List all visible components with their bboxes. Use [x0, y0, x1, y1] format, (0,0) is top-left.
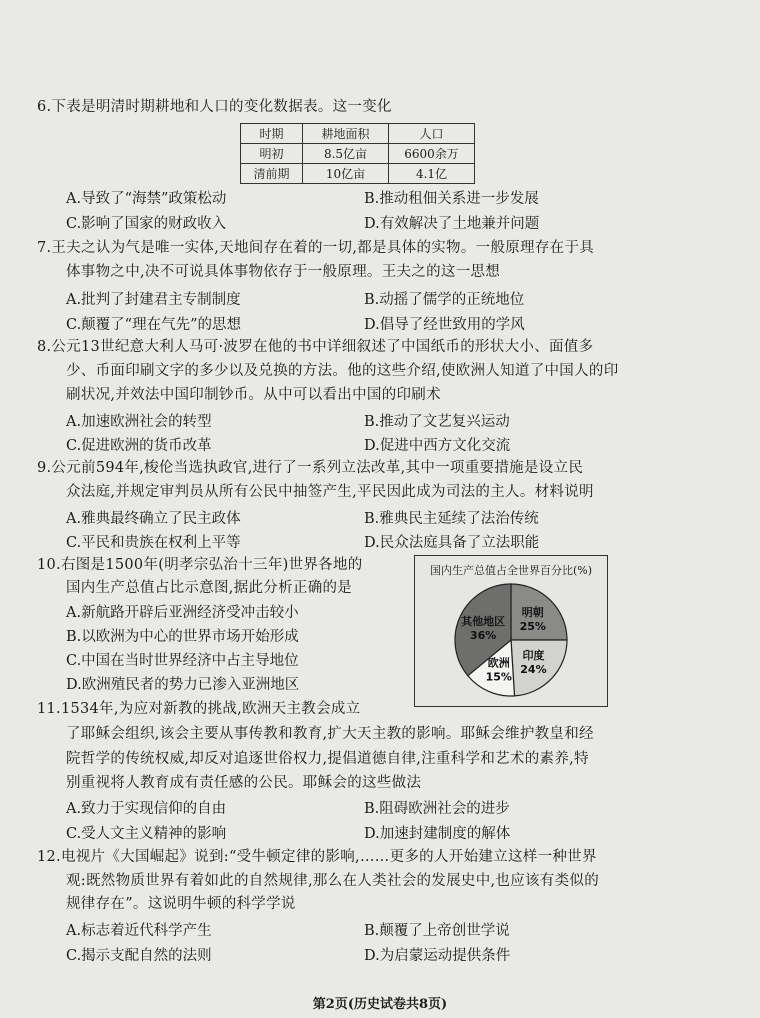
q7-option-a: A.批判了封建君主专制制度 [66, 292, 241, 308]
q11-option-d: D.加速封建制度的解体 [364, 826, 511, 842]
table-cell: 8.5亿亩 [303, 144, 389, 164]
table-cell: 清前期 [241, 164, 303, 184]
q9-line-1: 9.公元前594年,梭伦当选执政官,进行了一系列立法改革,其中一项重要措施是设立民 [37, 460, 584, 476]
q8-option-c: C.促进欧洲的货币改革 [66, 438, 212, 454]
table-row [241, 144, 475, 164]
chart-title: 国内生产总值占全世界百分比(%) [429, 564, 593, 577]
q10-option-a: A.新航路开辟后亚洲经济受冲击较小 [66, 605, 299, 621]
pie-svg [415, 556, 607, 706]
q8-option-a: A.加速欧洲社会的转型 [66, 414, 212, 430]
q6-option-c: C.影响了国家的财政收入 [66, 216, 227, 232]
table-header-cell: 人口 [389, 124, 475, 144]
q7-line-1: 7.王夫之认为气是唯一实体,天地间存在着的一切,都是具体的实物。一般原理存在于具 [37, 240, 595, 256]
q11-line-3: 院哲学的传统权威,却反对追逐世俗权力,提倡道德自律,注重科学和艺术的素养,特 [66, 751, 589, 767]
q12-option-d: D.为启蒙运动提供条件 [364, 948, 511, 964]
pie-slice-value: 15% [485, 670, 512, 684]
pie-slice-label: 印度 [522, 649, 545, 663]
q8-option-b: B.推动了文艺复兴运动 [364, 414, 510, 430]
q11-line-2: 了耶稣会组织,该会主要从事传教和教育,扩大天主教的影响。耶稣会维护教皇和经 [66, 726, 594, 742]
q6-option-b: B.推动租佃关系进一步发展 [364, 191, 539, 207]
q6-option-a: A.导致了“海禁”政策松动 [66, 191, 227, 207]
q8-option-d: D.促进中西方文化交流 [364, 438, 511, 454]
pie-slice-label: 欧洲 [487, 656, 510, 670]
q12-line-2: 观:既然物质世界有着如此的自然规律,那么在人类社会的发展史中,也应该有类似的 [66, 873, 599, 889]
table-row [241, 164, 475, 184]
q6-option-d: D.有效解决了土地兼并问题 [364, 216, 540, 232]
q9-option-b: B.雅典民主延续了法治传统 [364, 511, 539, 527]
q9-option-a: A.雅典最终确立了民主政体 [66, 511, 241, 527]
q10-line-1: 10.右图是1500年(明孝宗弘治十三年)世界各地的 [37, 557, 363, 573]
q7-option-c: C.颠覆了“理在气先”的思想 [66, 317, 242, 333]
q10-option-c: C.中国在当时世界经济中占主导地位 [66, 653, 299, 669]
q11-line-1: 11.1534年,为应对新教的挑战,欧洲天主教会成立 [37, 701, 361, 717]
q11-option-a: A.致力于实现信仰的自由 [66, 801, 227, 817]
gdp-pie-chart [414, 555, 608, 707]
table-header-cell: 耕地面积 [303, 124, 389, 144]
q10-option-b: B.以欧洲为中心的世界市场开始形成 [66, 629, 299, 645]
q8-line-2: 少、币面印刷文字的多少以及兑换的方法。他的这些介绍,使欧洲人知道了中国人的印 [66, 363, 619, 379]
q12-option-b: B.颠覆了上帝创世学说 [364, 923, 510, 939]
q11-line-4: 别重视将人教育成有责任感的公民。耶稣会的这些做法 [66, 775, 422, 791]
pie-slice-value: 24% [520, 663, 547, 677]
q9-option-c: C.平民和贵族在权利上平等 [66, 535, 241, 551]
q6-table [240, 123, 475, 184]
pie-slice-value: 36% [469, 628, 497, 642]
q11-option-b: B.阻碍欧洲社会的进步 [364, 801, 510, 817]
pie-slice-label: 其他地区 [461, 614, 506, 628]
q10-option-d: D.欧洲殖民者的势力已渗入亚洲地区 [66, 677, 300, 693]
table-cell: 6600余万 [389, 144, 475, 164]
q7-line-2: 体事物之中,决不可说具体事物依存于一般原理。王夫之的这一思想 [66, 264, 501, 280]
q12-option-a: A.标志着近代科学产生 [66, 923, 212, 939]
table-header-row [241, 124, 475, 144]
q12-option-c: C.揭示支配自然的法则 [66, 948, 212, 964]
table-header-cell: 时期 [241, 124, 303, 144]
q12-line-1: 12.电视片《大国崛起》说到:“受牛顿定律的影响,……更多的人开始建立这样一种世界 [37, 849, 597, 865]
q9-line-2: 众法庭,并规定审判员从所有公民中抽签产生,平民因此成为司法的主人。材料说明 [66, 484, 594, 500]
q8-line-3: 刷状况,并效法中国印制钞币。从中可以看出中国的印刷术 [66, 387, 441, 403]
q8-line-1: 8.公元13世纪意大利人马可·波罗在他的书中详细叙述了中国纸币的形状大小、面值多 [37, 339, 594, 355]
table-cell: 10亿亩 [303, 164, 389, 184]
q7-option-b: B.动摇了儒学的正统地位 [364, 292, 525, 308]
q11-option-c: C.受人文主义精神的影响 [66, 826, 227, 842]
pie-slice-label: 明朝 [521, 606, 544, 620]
page-footer: 第2页(历史试卷共8页) [312, 997, 448, 1012]
q10-line-2: 国内生产总值占比示意图,据此分析正确的是 [66, 580, 353, 596]
q7-option-d: D.倡导了经世致用的学风 [364, 317, 525, 333]
table-cell: 明初 [241, 144, 303, 164]
table-cell: 4.1亿 [389, 164, 475, 184]
pie-slice-value: 25% [519, 620, 546, 634]
q6-stem: 6.下表是明清时期耕地和人口的变化数据表。这一变化 [37, 99, 392, 115]
q12-line-3: 规律存在”。这说明牛顿的科学学说 [66, 896, 296, 912]
q9-option-d: D.民众法庭具备了立法职能 [364, 535, 540, 551]
